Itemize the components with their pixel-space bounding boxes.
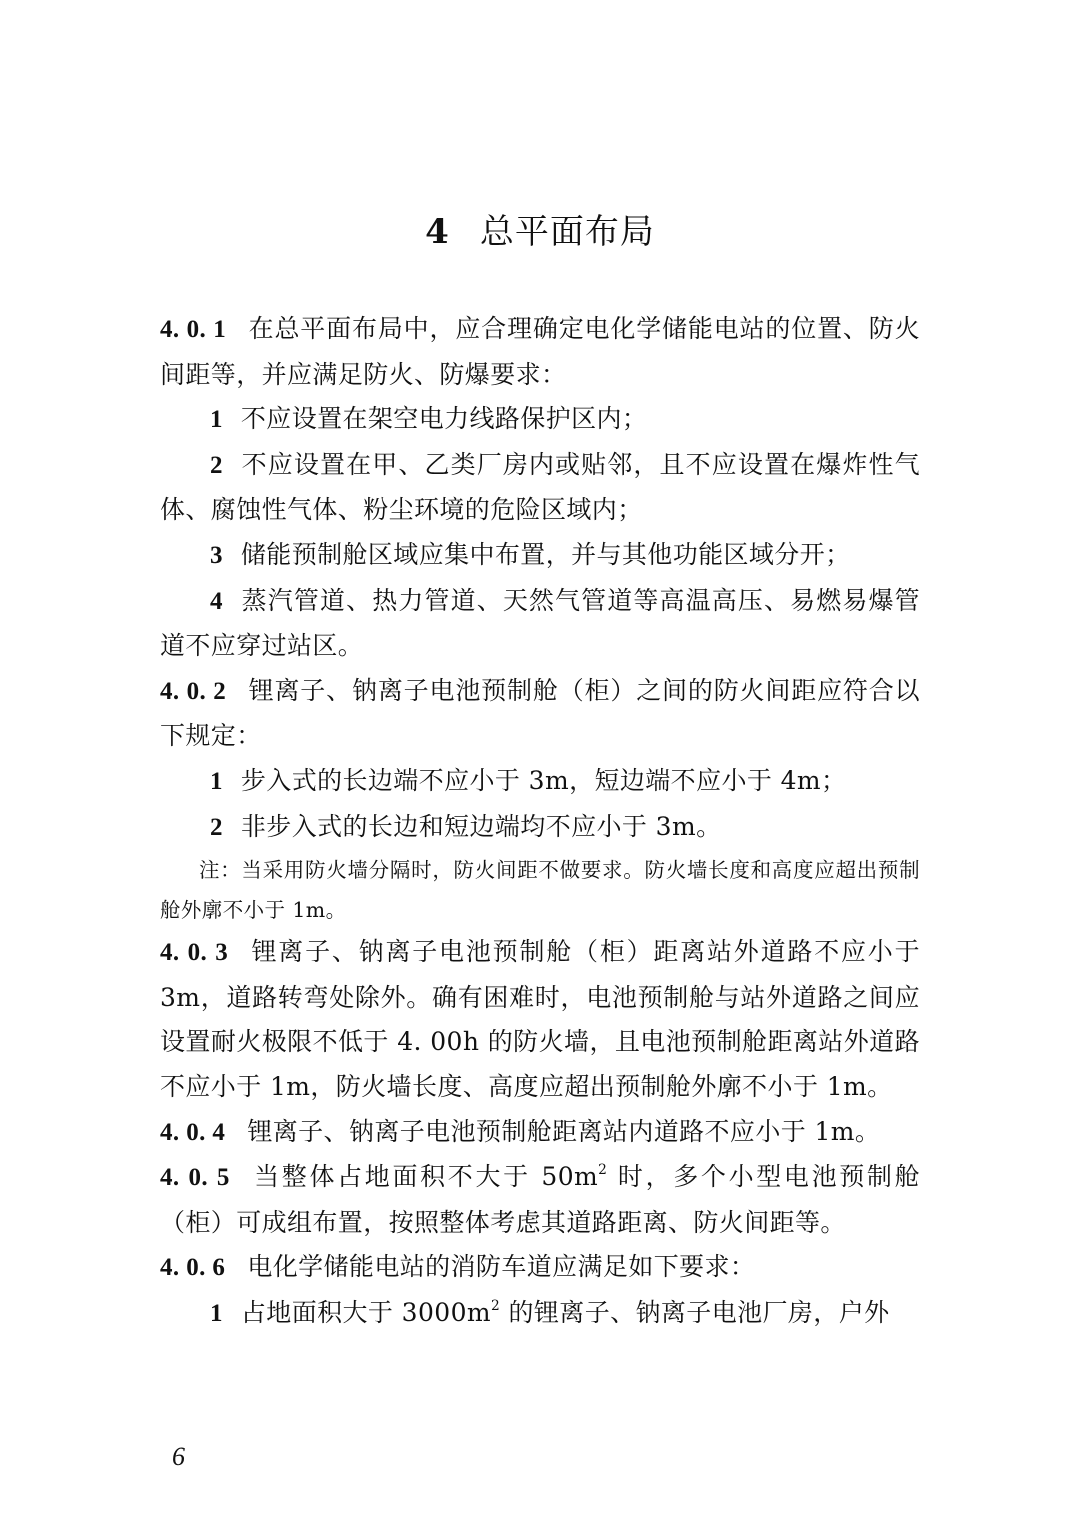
item-text: 蒸汽管道、热力管道、天然气管道等高温高压、易燃易爆管道不应穿过站区。 — [160, 585, 920, 661]
clause-number: 4. 0. 3 — [160, 939, 229, 967]
clause-text-part: 时，多个小型电池预制舱（柜）可成组布置，按照整体考虑其道路距离、防火间距等。 — [160, 1162, 920, 1237]
clause-4-0-6 — [160, 1245, 920, 1291]
clause-number: 4. 0. 2 — [160, 677, 227, 705]
list-item — [160, 759, 920, 805]
clause-4-0-2 — [160, 669, 920, 759]
clause-number: 4. 0. 5 — [160, 1164, 230, 1192]
clause-number: 4. 0. 6 — [160, 1254, 226, 1282]
clause-4-0-4 — [160, 1110, 920, 1156]
body-text — [160, 307, 920, 1336]
clause-text: 锂离子、钠离子电池预制舱距离站内道路不应小于 1m。 — [247, 1116, 881, 1146]
item-text-part: 占地面积大于 3000m — [240, 1297, 491, 1327]
clause-4-0-5 — [160, 1155, 920, 1245]
list-item — [160, 1291, 920, 1337]
item-number: 2 — [210, 813, 223, 841]
clause-number: 4. 0. 4 — [160, 1118, 226, 1146]
chapter-number: 4 — [425, 212, 450, 252]
clause-text: 锂离子、钠离子电池预制舱（柜）距离站外道路不应小于 3m，道路转弯处除外。确有困难时，电池预制舱与站外道路之间应设置耐火极限不低于 4. 00h 的防火墙，且电池预制舱距离站外道路不应小于 1m，防火墙长度、高度应超出预制舱外廓不小于 1m。 — [160, 937, 920, 1101]
item-number: 2 — [210, 451, 223, 479]
superscript: 2 — [598, 1162, 608, 1179]
item-number: 3 — [210, 541, 223, 569]
list-item — [160, 805, 920, 851]
item-text: 非步入式的长边和短边端均不应小于 3m。 — [240, 811, 722, 841]
list-item — [160, 533, 920, 579]
clause-4-0-3 — [160, 930, 920, 1109]
page-number: 6 — [172, 1442, 185, 1471]
clause-4-0-1 — [160, 307, 920, 397]
clause-number: 4. 0. 1 — [160, 316, 227, 343]
item-text-part: 的锂离子、钠离子电池厂房，户外 — [500, 1297, 890, 1327]
item-text: 不应设置在架空电力线路保护区内； — [240, 404, 648, 434]
clause-note: 注：当采用防火墙分隔时，防火间距不做要求。防火墙长度和高度应超出预制舱外廓不小于 1m。 — [160, 858, 920, 923]
item-number: 1 — [210, 767, 223, 795]
item-text: 步入式的长边端不应小于 3m，短边端不应小于 4m； — [240, 765, 847, 795]
clause-text-part: 当整体占地面积不大于 50m — [251, 1162, 599, 1192]
clause-text: 电化学储能电站的消防车道应满足如下要求： — [247, 1252, 756, 1282]
item-number: 4 — [210, 587, 223, 615]
item-number: 1 — [210, 1299, 223, 1327]
chapter-heading — [0, 208, 1080, 256]
item-text: 不应设置在甲、乙类厂房内或贴邻，且不应设置在爆炸性气体、腐蚀性气体、粉尘环境的危险区域内； — [160, 449, 920, 525]
clause-text: 锂离子、钠离子电池预制舱（柜）之间的防火间距应符合以下规定： — [160, 675, 920, 751]
list-item — [160, 443, 920, 533]
item-text: 储能预制舱区域应集中布置，并与其他功能区域分开； — [240, 539, 851, 569]
item-number: 1 — [210, 406, 223, 434]
list-item — [160, 397, 920, 443]
clause-text: 在总平面布局中，应合理确定电化学储能电站的位置、防火间距等，并应满足防火、防爆要求： — [160, 314, 920, 389]
superscript: 2 — [490, 1297, 501, 1314]
chapter-title: 总平面布局 — [479, 212, 655, 252]
list-item — [160, 579, 920, 669]
